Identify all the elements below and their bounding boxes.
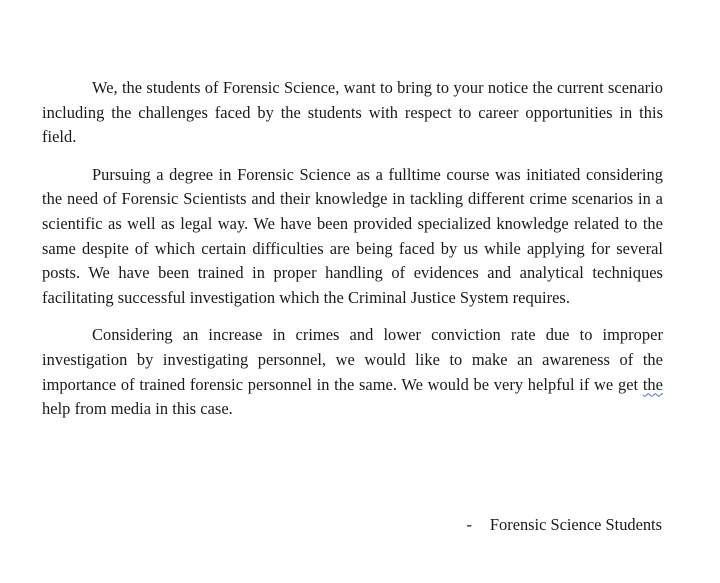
paragraph-request — [42, 323, 663, 421]
letter-body — [42, 76, 663, 435]
paragraph-request-before: Considering an increase in crimes and lower conviction rate due to improper investigation by investigating personnel, we would like to make an awareness of the importance of trained forensic personnel in the same. We would be very helpful if we get — [42, 325, 663, 394]
signature — [466, 513, 662, 537]
paragraph-notice: We, the students of Forensic Science, want to bring to your notice the current scenario including the challenges faced by the students with respect to career opportunities in this field. — [42, 78, 663, 147]
grammar-flagged-word[interactable]: the — [642, 374, 663, 394]
signature-dash: - — [466, 515, 472, 534]
paragraph-request-after: help from media in this case. — [42, 399, 233, 419]
paragraph-background: Pursuing a degree in Forensic Science as a fulltime course was initiated considering the need of Forensic Scientists and their knowledge in tackling different crime scenarios in a scientific as well as legal way. We have been provided specialized knowledge related to the same despite of which certain difficulties are being faced by us while applying for several posts. We have been trained in proper handling of evidences and analytical techniques facilitating successful investigation which the Criminal Justice System requires. — [42, 164, 663, 307]
signature-name: Forensic Science Students — [489, 515, 662, 534]
